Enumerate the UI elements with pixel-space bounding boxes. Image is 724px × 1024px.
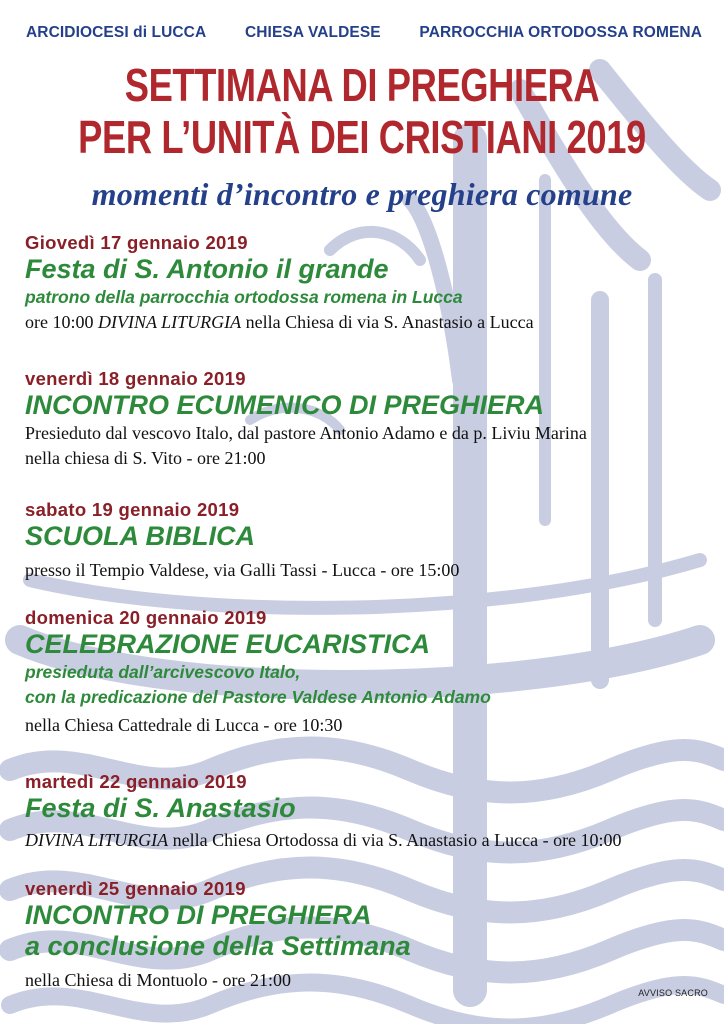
event-title: Festa di S. Anastasio [25,793,296,823]
event-6 [25,878,710,993]
sacred-notice-label: AVVISO SACRO [638,988,708,998]
event-title: CELEBRAZIONE EUCARISTICA [25,629,431,659]
event-description-line-1: Presieduto dal vescovo Italo, dal pastore Antonio Adamo e da p. Liviu Marina [25,423,587,443]
event-description: nella Chiesa Cattedrale di Lucca - ore 10:30 [25,715,343,735]
event-subtitle-line-1: presieduta dall’arcivescovo Italo, [25,662,301,682]
event-5 [25,771,710,853]
subtitle: momenti d’incontro e preghiera comune [91,176,633,212]
event-date: Giovedì 17 gennaio 2019 [25,232,248,253]
event-1 [25,232,710,335]
event-subtitle-line-2: con la predicazione del Pastore Valdese Antonio Adamo [25,687,491,707]
event-description: nella Chiesa di Montuolo - ore 21:00 [25,970,291,990]
organizers [26,24,702,42]
event-date: venerdì 18 gennaio 2019 [25,368,246,389]
org-waldensian-church: CHIESA VALDESE [244,24,381,41]
event-3 [25,499,710,583]
event-date: domenica 20 gennaio 2019 [25,607,267,628]
org-archdiocese: ARCIDIOCESI di LUCCA [26,24,207,41]
event-subtitle: patrono della parrocchia ortodossa romena in Lucca [25,287,463,307]
org-romanian-orthodox-parish: PARROCCHIA ORTODOSSA ROMENA [419,24,702,41]
event-date: venerdì 25 gennaio 2019 [25,878,246,899]
event-description-line-2: nella chiesa di S. Vito - ore 21:00 [25,448,266,468]
title-line-1: SETTIMANA DI PREGHIERA [124,59,600,111]
event-title-line-1: INCONTRO DI PREGHIERA [25,900,372,930]
event-description: ore 10:00 DIVINA LITURGIA nella Chiesa di via S. Anastasio a Lucca [25,312,534,332]
event-title-line-2: a conclusione della Settimana [25,931,411,961]
title-line-2: PER L’UNITÀ DEI CRISTIANI 2019 [78,111,646,163]
event-description: presso il Tempio Valdese, via Galli Tassi - Lucca - ore 15:00 [25,560,460,580]
event-date: martedì 22 gennaio 2019 [25,771,247,792]
event-date: sabato 19 gennaio 2019 [25,499,240,520]
event-description: DIVINA LITURGIA nella Chiesa Ortodossa di via S. Anastasio a Lucca - ore 10:00 [25,830,622,850]
event-4 [25,607,710,738]
event-title: INCONTRO ECUMENICO DI PREGHIERA [25,390,545,420]
event-title: SCUOLA BIBLICA [25,521,255,551]
event-title: Festa di S. Antonio il grande [25,254,389,284]
event-2 [25,368,710,471]
